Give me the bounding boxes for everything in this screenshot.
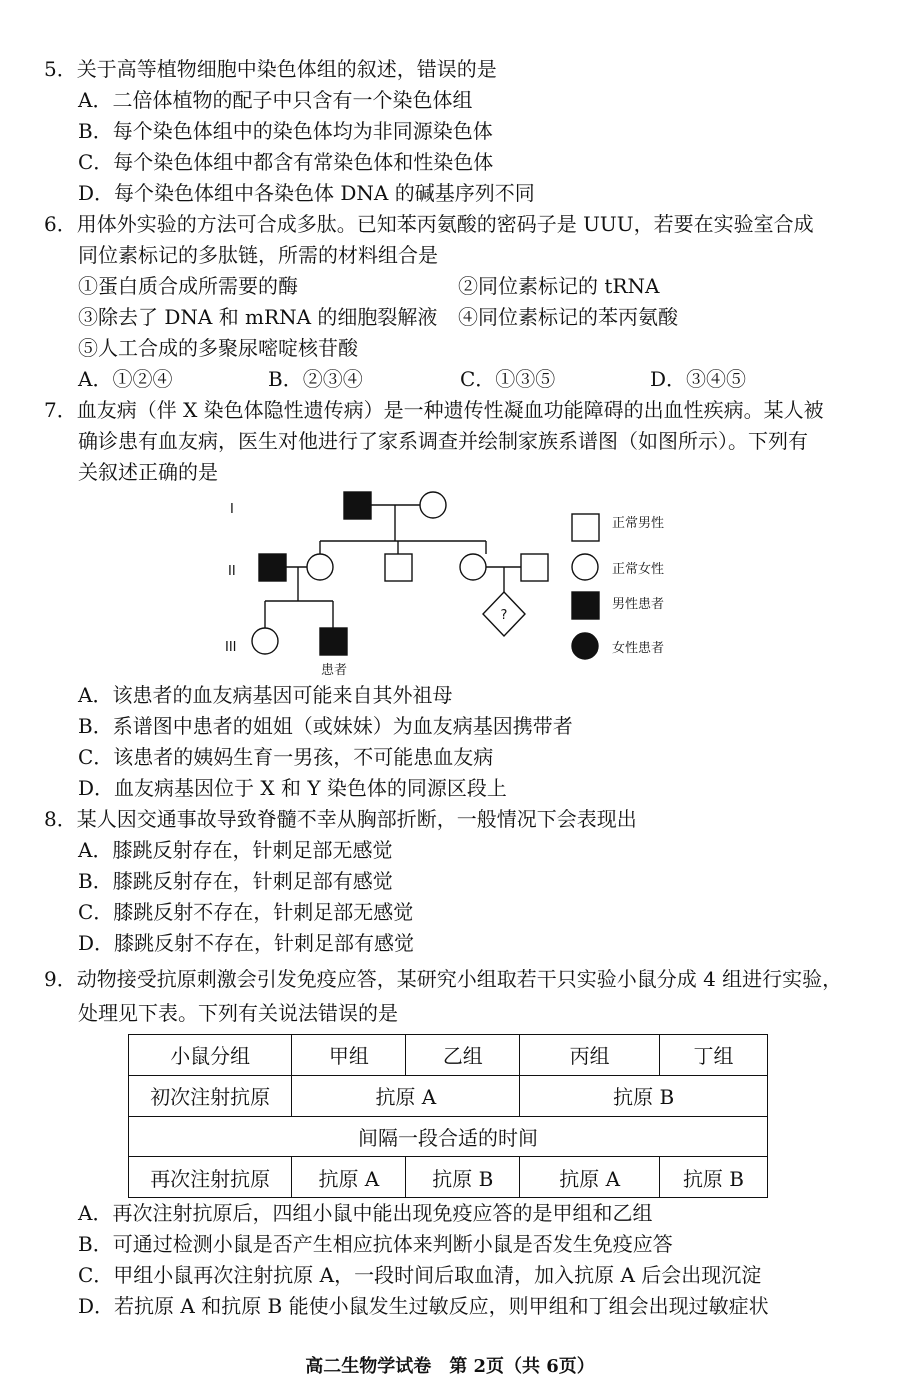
gen-label-2: II [228, 564, 236, 579]
q6-option-a: A．①②④ [78, 367, 173, 391]
q7-stem-line3: 关叙述正确的是 [78, 460, 218, 484]
gen2-normal-female-aunt [460, 554, 486, 580]
table-cell: 抗原 B [659, 1157, 767, 1198]
legend-normal-male-symbol [572, 514, 599, 541]
q7-stem-line2: 确诊患有血友病，医生对他进行了家系调查并绘制家族系谱图（如图所示）。下列有 [78, 429, 808, 453]
table-cell: 抗原 B [406, 1157, 520, 1198]
q7-option-d: D．血友病基因位于 X 和 Y 染色体的同源区段上 [78, 776, 507, 800]
q9-option-d: D．若抗原 A 和抗原 B 能使小鼠发生过敏反应，则甲组和丁组会出现过敏症状 [78, 1294, 769, 1318]
q9-stem-line2: 处理见下表。下列有关说法错误的是 [78, 1001, 398, 1025]
q8-option-d: D．膝跳反射不存在，针刺足部有感觉 [78, 931, 415, 955]
table-cell: 抗原 A [292, 1075, 520, 1116]
q7-option-c: C．该患者的姨妈生育一男孩，不可能患血友病 [78, 745, 494, 769]
q5-option-d: D．每个染色体组中各染色体 DNA 的碱基序列不同 [78, 181, 535, 205]
table-header-cell: 乙组 [406, 1035, 520, 1076]
q6-item-4: ④同位素标记的苯丙氨酸 [458, 305, 678, 329]
gen-label-3: III [225, 640, 237, 655]
gen2-normal-male [385, 554, 412, 581]
q5-option-a: A．二倍体植物的配子中只含有一个染色体组 [78, 88, 473, 112]
q8-option-a: A．膝跳反射存在，针刺足部无感觉 [78, 838, 393, 862]
table-row [129, 1075, 768, 1116]
page-footer: 高二生物学试卷 第 2页（共 6页） [305, 1356, 595, 1377]
q6-item-1: ①蛋白质合成所需要的酶 [78, 274, 298, 298]
q7-option-b: B．系谱图中患者的姐姐（或妹妹）为血友病基因携带者 [78, 714, 573, 738]
table-row [129, 1116, 768, 1157]
q8-stem: 8．某人因交通事故导致脊髓不幸从胸部折断，一般情况下会表现出 [44, 807, 637, 831]
gen-label-1: I [230, 502, 234, 517]
gen2-normal-male-uncle [521, 554, 548, 581]
q6-stem-line2: 同位素标记的多肽链，所需的材料组合是 [78, 243, 438, 267]
q6-option-b: B．②③④ [268, 367, 363, 391]
pedigree-diagram [220, 486, 690, 682]
q5-stem: 5．关于高等植物细胞中染色体组的叙述，错误的是 [44, 57, 497, 81]
patient-label: 患者 [320, 663, 348, 678]
q9-option-b: B．可通过检测小鼠是否产生相应抗体来判断小鼠是否发生免疫应答 [78, 1232, 673, 1256]
gen3-affected-male-patient [320, 628, 347, 655]
legend-normal-female: 正常女性 [612, 562, 665, 577]
gen2-affected-male [259, 554, 286, 581]
q9-option-c: C．甲组小鼠再次注射抗原 A，一段时间后取血清，加入抗原 A 后会出现沉淀 [78, 1263, 762, 1287]
legend-affected-male: 男性患者 [612, 597, 665, 612]
q6-item-3: ③除去了 DNA 和 mRNA 的细胞裂解液 [78, 305, 438, 329]
q9-option-a: A．再次注射抗原后，四组小鼠中能出现免疫应答的是甲组和乙组 [78, 1201, 653, 1225]
q5-option-b: B．每个染色体组中的染色体均为非同源染色体 [78, 119, 493, 143]
q6-stem-line1: 6．用体外实验的方法可合成多肽。已知苯丙氨酸的密码子是 UUU，若要在实验室合成 [44, 212, 814, 236]
unknown-mark: ? [500, 608, 508, 623]
legend-normal-female-symbol [572, 554, 598, 580]
table-cell: 抗原 A [292, 1157, 406, 1198]
table-header-cell: 甲组 [292, 1035, 406, 1076]
table-row [129, 1157, 768, 1198]
q5-option-c: C．每个染色体组中都含有常染色体和性染色体 [78, 150, 494, 174]
q6-option-c: C．①③⑤ [460, 367, 556, 391]
q9-table [128, 1034, 768, 1198]
q6-item-5: ⑤人工合成的多聚尿嘧啶核苷酸 [78, 336, 358, 360]
q9-stem-line1: 9．动物接受抗原刺激会引发免疫应答，某研究小组取若干只实验小鼠分成 4 组进行实验， [44, 967, 843, 991]
q8-option-b: B．膝跳反射存在，针刺足部有感觉 [78, 869, 393, 893]
legend-affected-female-symbol [572, 633, 598, 659]
table-row [129, 1035, 768, 1076]
q7-stem-line1: 7．血友病（伴 X 染色体隐性遗传病）是一种遗传性凝血功能障碍的出血性疾病。某人被 [44, 398, 824, 422]
table-header-cell: 丙组 [520, 1035, 660, 1076]
table-cell: 间隔一段合适的时间 [129, 1116, 768, 1157]
legend-normal-male: 正常男性 [612, 516, 665, 531]
table-header-cell: 丁组 [659, 1035, 767, 1076]
q6-item-2: ②同位素标记的 tRNA [458, 274, 660, 298]
table-cell: 抗原 B [520, 1075, 768, 1116]
table-cell: 抗原 A [520, 1157, 660, 1198]
legend-affected-female: 女性患者 [612, 641, 665, 656]
gen2-normal-female-mother [307, 554, 333, 580]
table-cell: 再次注射抗原 [129, 1157, 292, 1198]
q7-option-a: A．该患者的血友病基因可能来自其外祖母 [78, 683, 453, 707]
q6-option-d: D．③④⑤ [650, 367, 747, 391]
table-cell: 初次注射抗原 [129, 1075, 292, 1116]
gen1-normal-female [420, 492, 446, 518]
q8-option-c: C．膝跳反射不存在，针刺足部无感觉 [78, 900, 414, 924]
legend-affected-male-symbol [572, 592, 599, 619]
gen1-affected-male [344, 492, 371, 519]
table-header-cell: 小鼠分组 [129, 1035, 292, 1076]
gen3-normal-female [252, 628, 278, 654]
